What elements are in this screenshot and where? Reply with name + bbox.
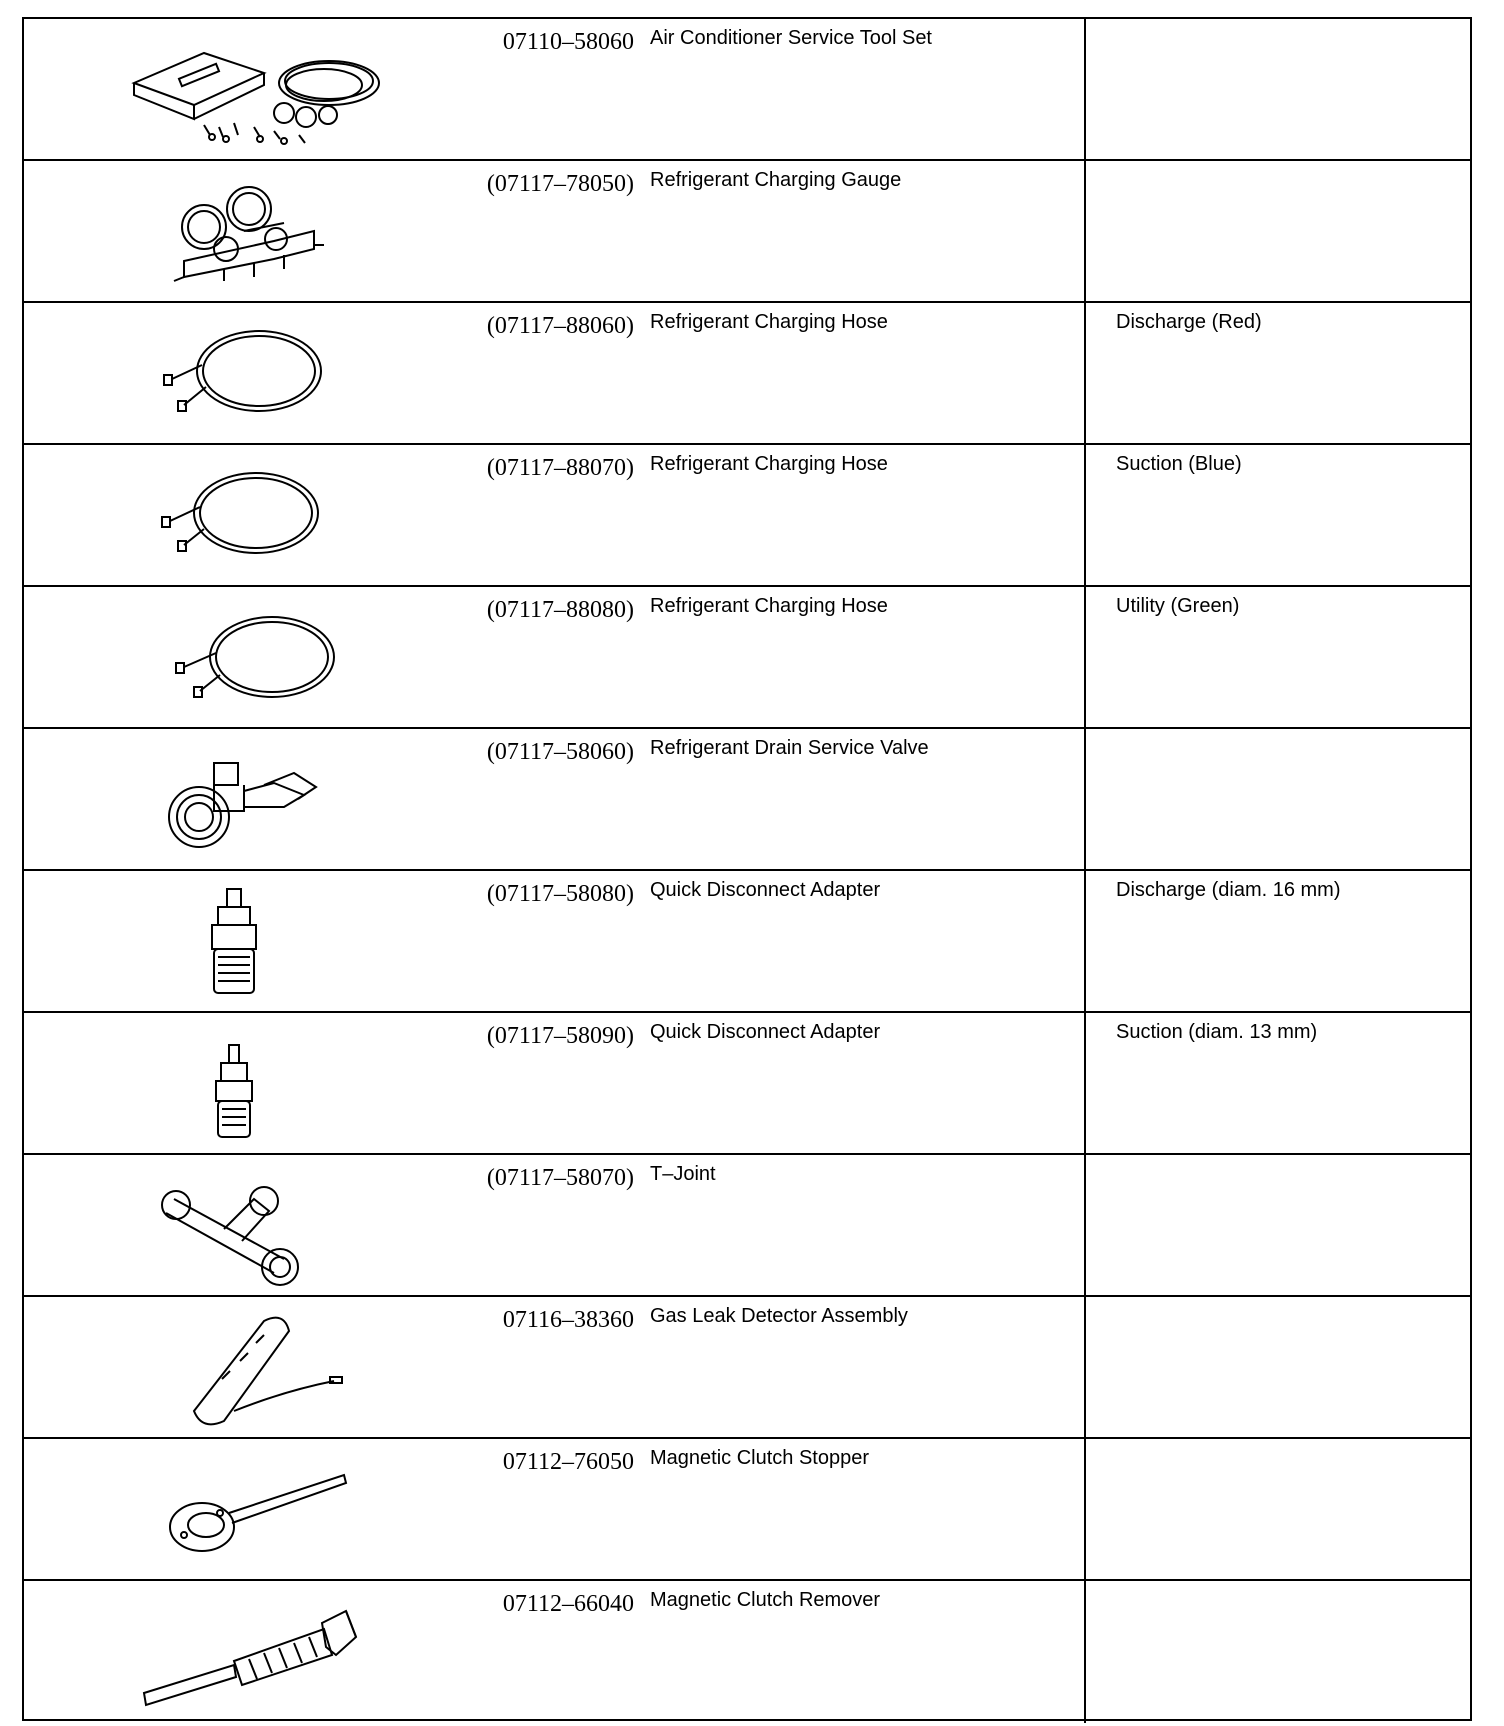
- part-number: (07117–58090): [486, 1023, 634, 1049]
- tool-row: [24, 1155, 1470, 1297]
- part-number: (07117–58080): [486, 881, 634, 907]
- quick-adapter-icon: [84, 875, 414, 1009]
- part-number: 07110–58060: [502, 29, 634, 55]
- part-number: 07112–76050: [502, 1449, 634, 1475]
- charging-hose-icon: [84, 307, 414, 441]
- part-name: Gas Leak Detector Assembly: [650, 1305, 908, 1327]
- leak-detector-icon: [84, 1301, 414, 1435]
- tools-table: [22, 17, 1472, 1721]
- part-note: Discharge (diam. 16 mm): [1116, 879, 1341, 901]
- column-divider: [1084, 303, 1086, 443]
- part-note: Suction (Blue): [1116, 453, 1242, 475]
- tool-row: [24, 1013, 1470, 1155]
- drain-valve-icon: [84, 733, 414, 867]
- tool-row: [24, 729, 1470, 871]
- clutch-stopper-icon: [84, 1443, 414, 1577]
- part-name: Refrigerant Drain Service Valve: [650, 737, 929, 759]
- tool-row: [24, 303, 1470, 445]
- charging-hose-icon: [84, 591, 414, 725]
- column-divider: [1084, 729, 1086, 869]
- part-note: Suction (diam. 13 mm): [1116, 1021, 1318, 1043]
- tool-row: [24, 871, 1470, 1013]
- part-number: (07117–88070): [486, 455, 634, 481]
- part-number: 07116–38360: [502, 1307, 634, 1333]
- column-divider: [1084, 871, 1086, 1011]
- part-note: Utility (Green): [1116, 595, 1240, 617]
- part-number: (07117–88060): [486, 313, 634, 339]
- part-number: (07117–78050): [486, 171, 634, 197]
- tool-row: [24, 587, 1470, 729]
- tool-row: [24, 1439, 1470, 1581]
- tool-row: [24, 1581, 1470, 1723]
- part-number: 07112–66040: [502, 1591, 634, 1617]
- tool-row: [24, 1297, 1470, 1439]
- clutch-remover-icon: [84, 1585, 414, 1719]
- part-name: Refrigerant Charging Hose: [650, 311, 888, 333]
- manifold-gauge-icon: [84, 165, 414, 299]
- charging-hose-icon: [84, 449, 414, 583]
- column-divider: [1084, 445, 1086, 585]
- part-name: Refrigerant Charging Hose: [650, 595, 888, 617]
- column-divider: [1084, 1439, 1086, 1579]
- tool-row: [24, 19, 1470, 161]
- column-divider: [1084, 19, 1086, 159]
- part-name: T–Joint: [650, 1163, 716, 1185]
- quick-adapter-small-icon: [84, 1017, 414, 1151]
- part-name: Refrigerant Charging Hose: [650, 453, 888, 475]
- part-name: Magnetic Clutch Remover: [650, 1589, 881, 1611]
- part-name: Quick Disconnect Adapter: [650, 1021, 881, 1043]
- column-divider: [1084, 587, 1086, 727]
- t-joint-icon: [84, 1159, 414, 1293]
- part-name: Refrigerant Charging Gauge: [650, 169, 902, 191]
- part-number: (07117–58070): [486, 1165, 634, 1191]
- part-number: (07117–88080): [486, 597, 634, 623]
- tool-row: [24, 161, 1470, 303]
- column-divider: [1084, 1013, 1086, 1153]
- part-note: Discharge (Red): [1116, 311, 1262, 333]
- column-divider: [1084, 1155, 1086, 1295]
- tool-set-case-icon: [84, 23, 414, 157]
- column-divider: [1084, 161, 1086, 301]
- column-divider: [1084, 1297, 1086, 1437]
- part-number: (07117–58060): [486, 739, 634, 765]
- part-name: Quick Disconnect Adapter: [650, 879, 881, 901]
- part-name: Air Conditioner Service Tool Set: [650, 27, 932, 49]
- part-name: Magnetic Clutch Stopper: [650, 1447, 870, 1469]
- column-divider: [1084, 1581, 1086, 1723]
- tool-row: [24, 445, 1470, 587]
